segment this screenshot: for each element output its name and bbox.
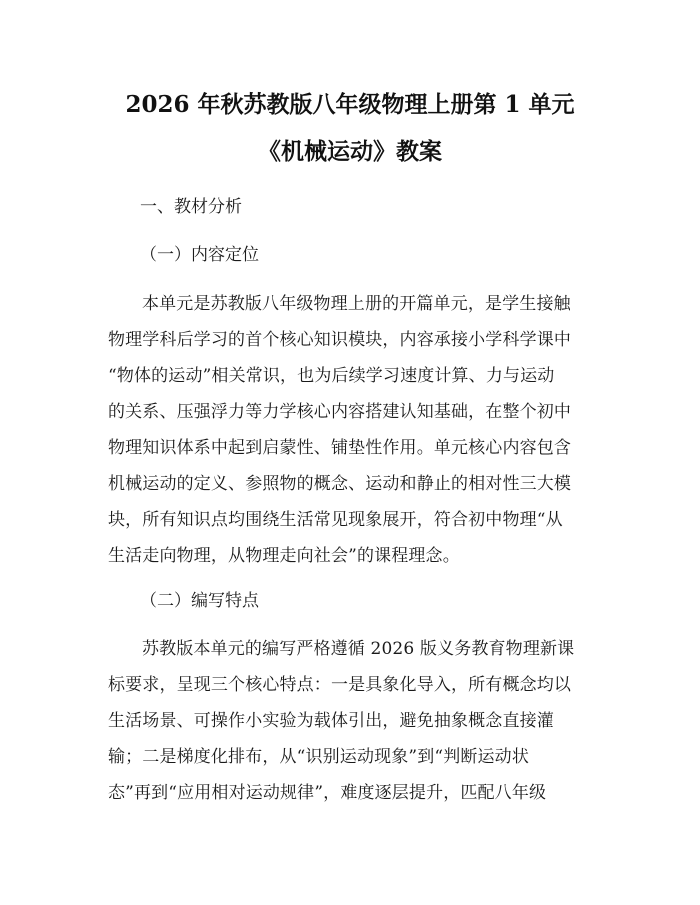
- paragraph1-line: 生活走向物理，从物理走向社会”的课程理念。: [108, 546, 460, 566]
- paragraph2-line: 苏教版本单元的编写严格遵循 2026 版义务教育物理新课: [142, 639, 575, 659]
- paragraph2-line: 生活场景、可操作小实验为载体引出，避免抽象概念直接灌: [108, 711, 554, 731]
- paragraph2-line: 标要求，呈现三个核心特点：一是具象化导入，所有概念均以: [108, 675, 572, 695]
- paragraph1-line: 本单元是苏教版八年级物理上册的开篇单元，是学生接触: [142, 294, 571, 314]
- paragraph1-line: 机械运动的定义、参照物的概念、运动和静止的相对性三大模: [108, 474, 572, 494]
- document-title-line1: 2026 年秋苏教版八年级物理上册第 1 单元: [125, 91, 575, 118]
- paragraph2-line: 态”再到“应用相对运动规律”，难度逐层提升，匹配八年级: [108, 783, 547, 803]
- paragraph1-line: 的关系、压强浮力等力学核心内容搭建认知基础，在整个初中: [108, 402, 572, 422]
- paragraph1-line: 块，所有知识点均围绕生活常见现象展开，符合初中物理“从: [108, 510, 563, 530]
- document-title-line2: 《机械运动》教案: [258, 138, 442, 165]
- paragraph1-line: “物体的运动”相关常识，也为后续学习速度计算、力与运动: [108, 366, 555, 386]
- section-heading-materials-analysis: 一、教材分析: [140, 197, 242, 217]
- paragraph2-line: 输；二是梯度化排布，从“识别运动现象”到“判断运动状: [108, 747, 529, 767]
- paragraph1-line: 物理学科后学习的首个核心知识模块，内容承接小学科学课中: [108, 330, 572, 350]
- paragraph1-line: 物理知识体系中起到启蒙性、铺垫性作用。单元核心内容包含: [108, 438, 572, 458]
- subsection-heading-writing-features: （二）编写特点: [140, 591, 259, 611]
- subsection-heading-content-positioning: （一）内容定位: [140, 245, 259, 265]
